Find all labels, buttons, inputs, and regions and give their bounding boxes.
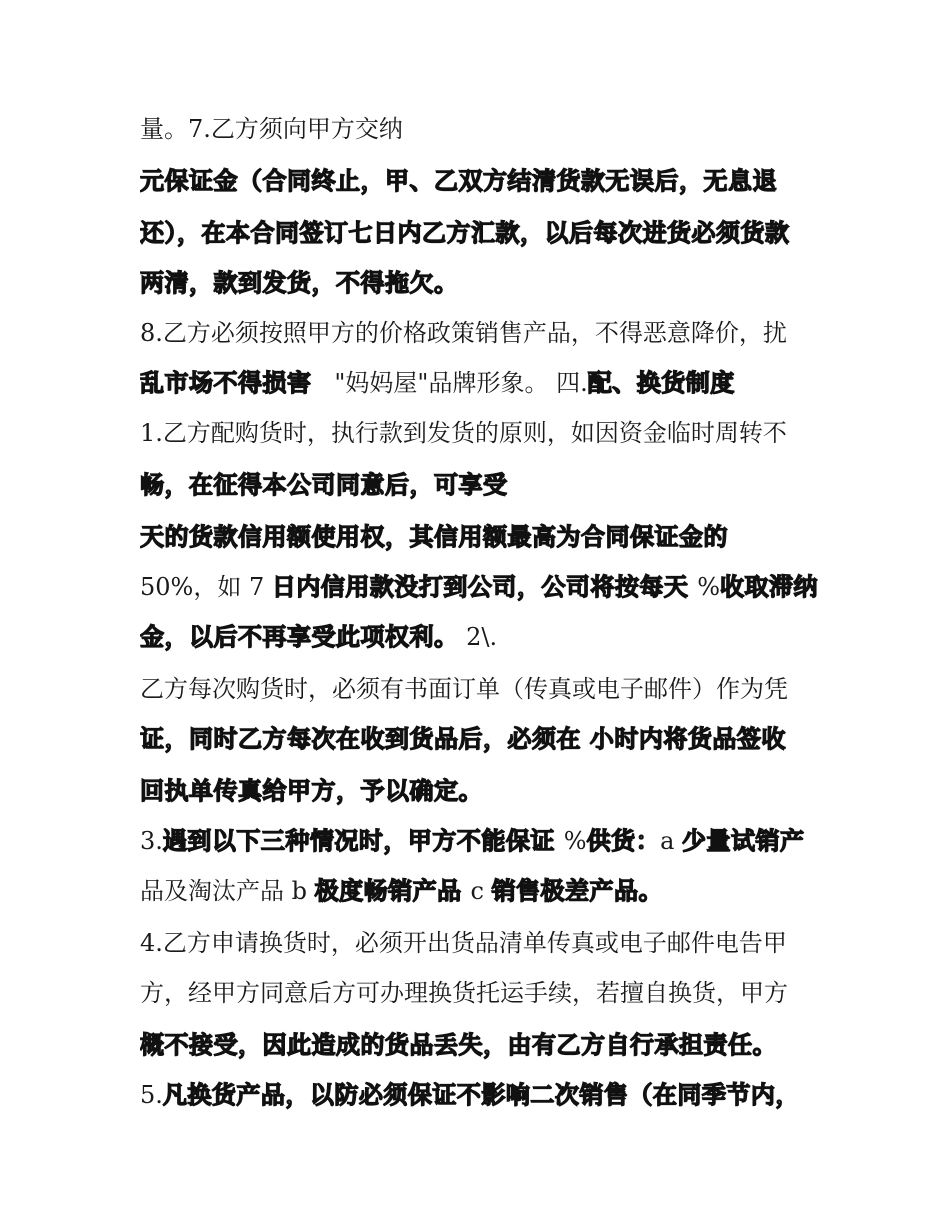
line-11-seg-1: 金，以后不再享受此项权利。 [140,623,459,651]
text-line-14 [140,774,820,808]
line-1-seg-1: 量。7.乙方须向甲方交纳 [140,115,403,143]
line-17-seg-1: 4.乙方申请换货时，必须开出货品清单传真或电子邮件电告甲 [140,929,787,957]
line-15-seg-2: 遇到以下三种情况时，甲方不能保证 [162,827,564,855]
text-line-18 [140,976,820,1010]
line-6-seg-2: "妈妈屋"品牌形象。 四. [311,369,588,397]
line-15-seg-6: 少量试销产 [682,827,805,855]
line-20-seg-2: 凡换货产品，以防必须保证不影响二次销售（在同季节内， [162,1081,800,1109]
text-line-13 [140,722,820,756]
text-line-17 [140,926,820,960]
line-16-seg-2: 极度畅销产品 [314,877,471,905]
text-line-11 [140,620,820,654]
text-line-5 [140,316,820,350]
line-8-seg-1: 畅，在征得本公司同意后，可享受 [140,471,508,499]
line-10-seg-1: 50%，如 7 [140,573,272,601]
line-10-seg-3: % [697,573,721,601]
line-12-seg-1: 乙方每次购货时，必须有书面订单（传真或电子邮件）作为凭 [140,675,788,703]
text-line-2 [140,164,820,198]
line-7-seg-1: 1.乙方配购货时，执行款到发货的原则，如因资金临时周转不 [140,419,787,447]
line-18-seg-1: 方，经甲方同意后方可办理换货托运手续，若擅自换货，甲方 [140,979,788,1007]
line-2-seg-1: 元保证金（合同终止，甲、乙双方结清货款无误后，无息退 [140,167,777,195]
text-line-8 [140,468,820,502]
line-10-seg-4: 收取滞纳 [720,573,819,601]
text-line-20 [140,1078,820,1112]
line-16-seg-3: c [470,877,492,905]
text-line-12 [140,672,820,706]
line-16-seg-4: 销售极差产品。 [491,877,664,905]
text-line-19 [140,1028,820,1062]
line-6-seg-1: 乱市场不得损害 [140,369,312,397]
line-4-seg-1: 两清，款到发货，不得拖欠。 [140,269,459,297]
line-15-seg-3: % [563,827,587,855]
line-14-seg-1: 回执单传真给甲方，予以确定。 [140,777,483,805]
text-line-15 [140,824,820,858]
line-16-seg-1: 品及淘汰产品 b [140,877,315,905]
text-line-10 [140,570,820,604]
line-15-seg-4: 供货： [586,827,661,855]
line-9-seg-1: 天的货款信用额使用权，其信用额最高为合同保证金的 [140,523,728,551]
text-line-16 [140,874,820,908]
text-line-9 [140,520,820,554]
line-15-seg-1: 3. [140,827,163,855]
text-line-3 [140,216,820,250]
line-15-seg-5: a [660,827,683,855]
text-line-7 [140,416,820,450]
line-10-seg-2: 日内信用款没打到公司，公司将按每天 [271,573,698,601]
line-19-seg-1: 概不接受，因此造成的货品丢失，由有乙方自行承担责任。 [140,1031,777,1059]
line-5-seg-1: 8.乙方必须按照甲方的价格政策销售产品，不得恶意降价，扰 [140,319,787,347]
text-line-6 [140,366,820,400]
line-20-seg-1: 5. [140,1081,163,1109]
line-3-seg-1: 还），在本合同签订七日内乙方汇款，以后每次进货必须货款 [140,219,790,247]
text-line-1 [140,112,820,146]
line-11-seg-2: 2\. [458,623,498,651]
text-line-4 [140,266,820,300]
line-6-seg-3: 配、换货制度 [587,369,735,397]
line-13-seg-1: 证，同时乙方每次在收到货品后，必须在 小时内将货品签收 [140,725,786,753]
